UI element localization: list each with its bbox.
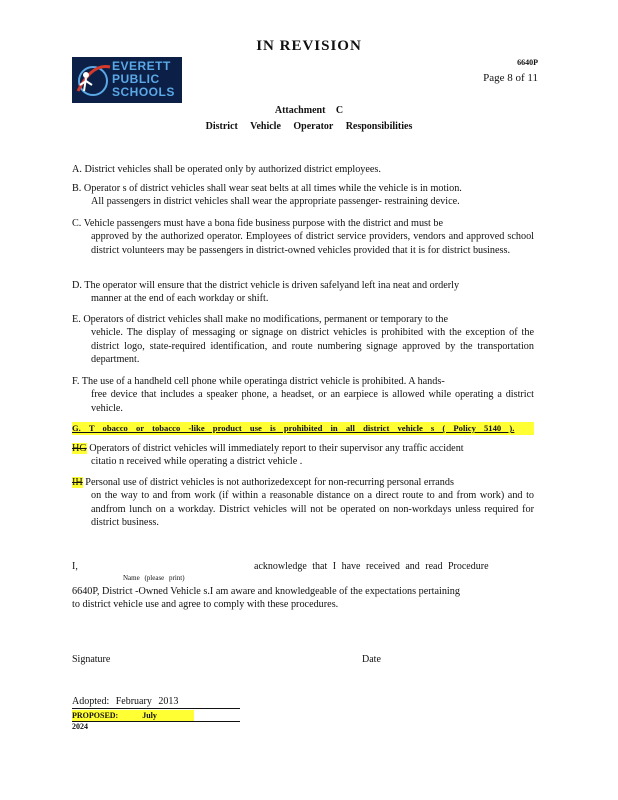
item-c: C. Vehicle passengers must have a bona fide business purpose with the district and must be approved by the authorized operator. Employees of district service providers, vendors and approved school district volunteers may be passengers in district-owned vehicles provided that it is for district business.	[72, 218, 534, 256]
proposed-date: PROPOSED: July 2024	[72, 710, 194, 721]
adopted-underline	[72, 708, 240, 709]
item-i: IH Personal use of district vehicles is not authorizedexcept for non-recurring personal errands on the way to and from work (if within a reasonable distance on a direct route to and from work) and to andfrom lunch on a workday. District vehicles will not be operated on non-workdays unless required for district business.	[72, 477, 534, 528]
item-e: E. Operators of district vehicles shall make no modifications, permanent or temporary to the vehicle. The display of messaging or signage on district vehicles is prohibited with the exception of the district logo, state-required identification, and route numbering signage approved by the transportation department.	[72, 314, 534, 365]
ack-line3: to district vehicle use and agree to comply with these procedures.	[72, 599, 339, 610]
proposed-underline	[72, 721, 240, 722]
item-i-letter: IH	[72, 477, 83, 488]
item-h-letter: HG	[72, 443, 87, 454]
logo-text: EVERETT PUBLIC SCHOOLS	[112, 59, 175, 99]
item-b: B. Operator s of district vehicles shall wear seat belts at all times while the vehicle is in motion. All passengers in district vehicles shall wear the appropriate passenger- restraining device.	[72, 183, 462, 208]
item-a: A. District vehicles shall be operated only by authorized district employees.	[72, 164, 381, 175]
item-f: F. The use of a handheld cell phone while operatinga district vehicle is prohibited. A hands- free device that includes a speaker phone, a headset, or an earpiece is allowed while operating a district vehicle.	[72, 376, 534, 414]
ack-text: acknowledge that I have received and read Procedure	[254, 561, 489, 572]
logo-globe-icon	[72, 57, 114, 103]
procedure-code: 6640P	[517, 58, 538, 67]
ack-line2: 6640P, District -Owned Vehicle s.I am aware and knowledgeable of the expectations pertaining	[72, 586, 460, 597]
revision-title: IN REVISION	[256, 38, 362, 54]
attachment-label: Attachment C	[274, 105, 344, 116]
item-h: HG Operators of district vehicles will immediately report to their supervisor any traffic accident citatio n received while operating a district vehicle .	[72, 443, 464, 468]
attachment-title: District Vehicle Operator Responsibilities	[205, 121, 413, 132]
adopted-date: Adopted: February 2013	[72, 696, 179, 707]
name-hint: Name (please print)	[123, 574, 185, 582]
page-number: Page 8 of 11	[483, 72, 538, 84]
date-label: Date	[362, 654, 381, 665]
signature-label: Signature	[72, 654, 111, 665]
item-g-highlighted: G. T obacco or tobacco -like product use is prohibited in all district vehicle s ( Policy 5140 ).	[72, 422, 534, 435]
ack-prefix: I,	[72, 561, 78, 572]
item-d: D. The operator will ensure that the district vehicle is driven safelyand left ina neat and orderly manner at the end of each workday or shift.	[72, 280, 460, 305]
district-logo	[72, 57, 182, 103]
